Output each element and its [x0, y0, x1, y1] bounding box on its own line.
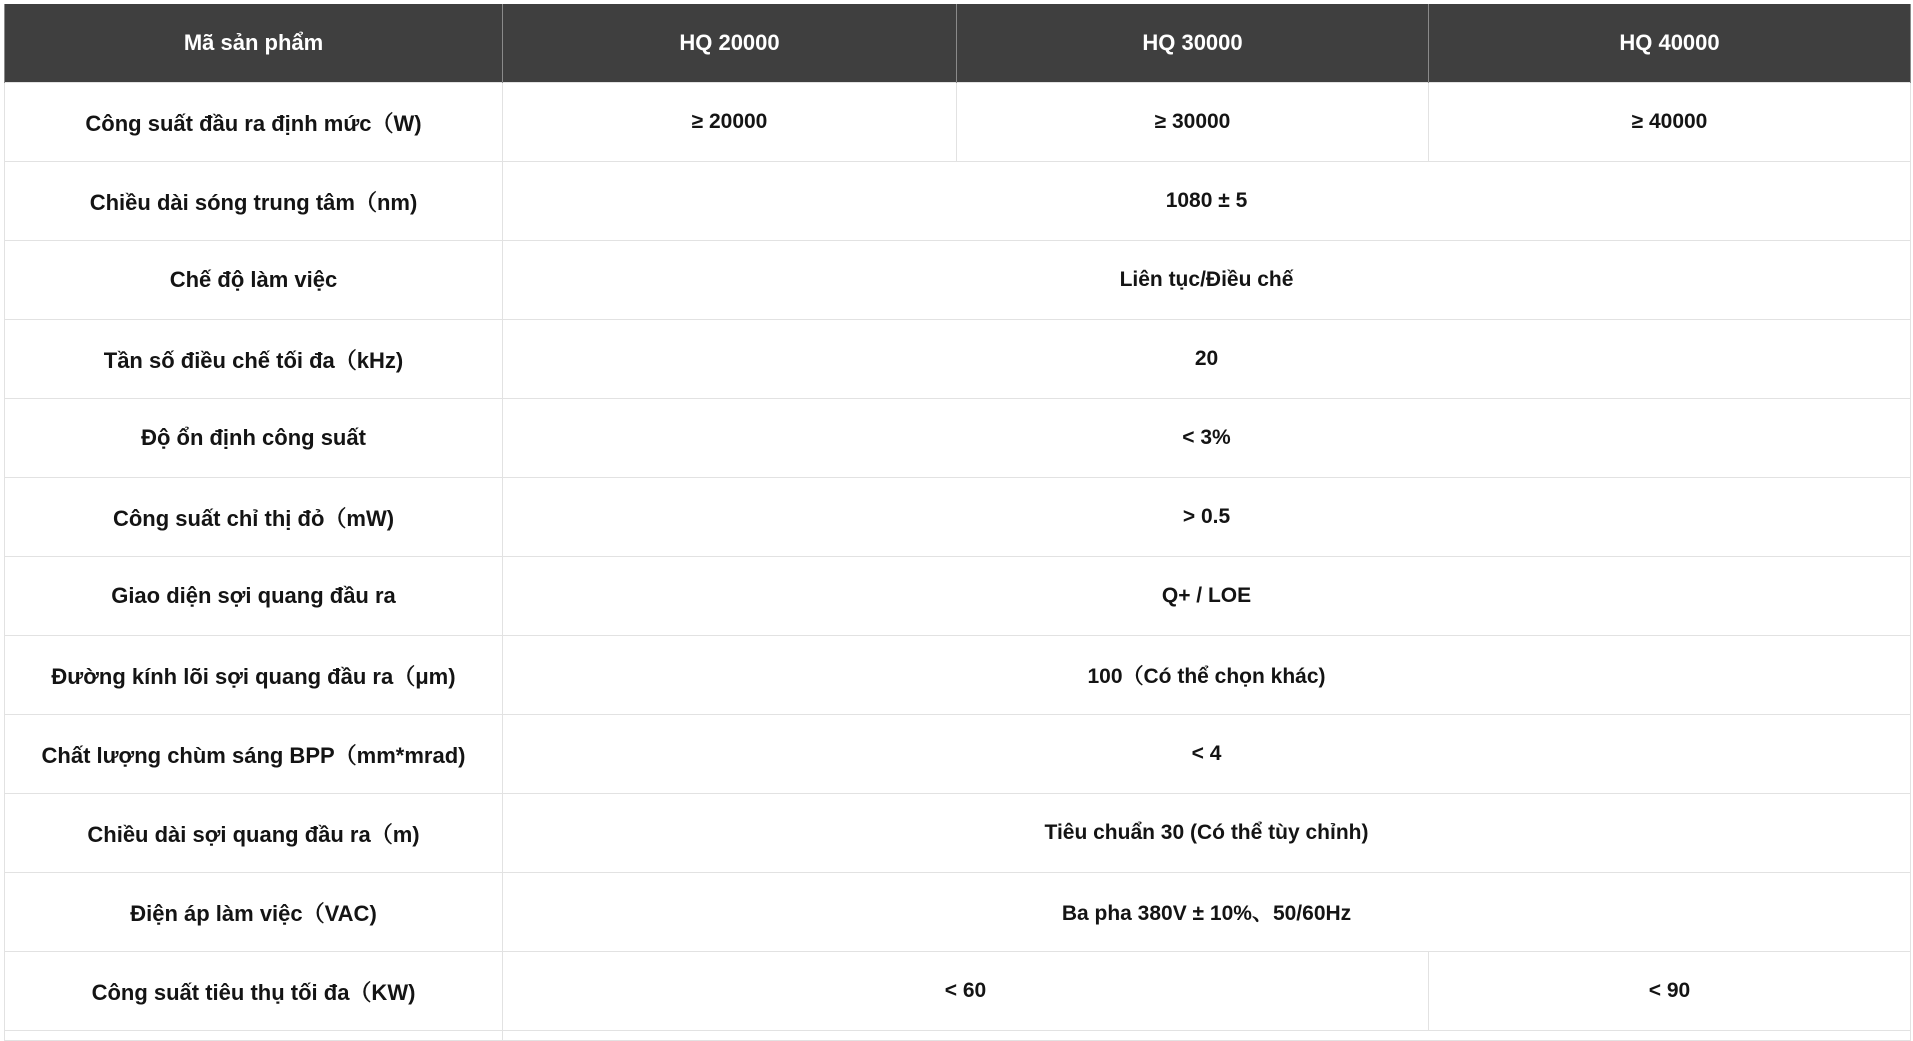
- table-row: [5, 873, 1911, 952]
- row-label: Công suất tiêu thụ tối đa（KW): [5, 952, 503, 1031]
- table-row: [5, 162, 1911, 241]
- header-hq-40000: HQ 40000: [1429, 4, 1911, 83]
- table-row: [5, 241, 1911, 320]
- spec-table-body: [5, 83, 1911, 1041]
- header-hq-20000: HQ 20000: [503, 4, 957, 83]
- table-row: [5, 478, 1911, 557]
- row-value: 100（Có thể chọn khác): [503, 636, 1911, 715]
- spec-table-header: [5, 4, 1911, 83]
- row-value-hq-40000: ≥ 40000: [1429, 83, 1911, 162]
- header-row: [5, 4, 1911, 83]
- table-row: [5, 83, 1911, 162]
- row-label: Giao diện sợi quang đầu ra: [5, 557, 503, 636]
- row-label: Tần số điều chế tối đa（kHz): [5, 320, 503, 399]
- table-row: [5, 320, 1911, 399]
- header-hq-30000: HQ 30000: [957, 4, 1429, 83]
- table-row: [5, 952, 1911, 1031]
- empty-cell: [503, 1031, 1911, 1041]
- row-value: < 3%: [503, 399, 1911, 478]
- table-row: [5, 715, 1911, 794]
- table-row-cut-off: [5, 1031, 1911, 1041]
- row-label: Chất lượng chùm sáng BPP（mm*mrad): [5, 715, 503, 794]
- row-value-hq-30000: ≥ 30000: [957, 83, 1429, 162]
- table-row: [5, 636, 1911, 715]
- row-label: Điện áp làm việc（VAC): [5, 873, 503, 952]
- row-value: 20: [503, 320, 1911, 399]
- row-value: < 4: [503, 715, 1911, 794]
- table-row: [5, 557, 1911, 636]
- row-value: Q+ / LOE: [503, 557, 1911, 636]
- row-label: Chiều dài sóng trung tâm（nm): [5, 162, 503, 241]
- empty-cell: [5, 1031, 503, 1041]
- row-value: Ba pha 380V ± 10%、50/60Hz: [503, 873, 1911, 952]
- header-product-code: Mã sản phẩm: [5, 4, 503, 83]
- row-value: 1080 ± 5: [503, 162, 1911, 241]
- spec-table: [4, 4, 1911, 1041]
- row-label: Đường kính lõi sợi quang đầu ra（μm): [5, 636, 503, 715]
- row-label: Công suất đầu ra định mức（W): [5, 83, 503, 162]
- table-row: [5, 399, 1911, 478]
- row-value: Tiêu chuẩn 30 (Có thể tùy chỉnh): [503, 794, 1911, 873]
- row-label: Độ ổn định công suất: [5, 399, 503, 478]
- row-label: Chế độ làm việc: [5, 241, 503, 320]
- row-value: > 0.5: [503, 478, 1911, 557]
- row-value: Liên tục/Điều chế: [503, 241, 1911, 320]
- table-row: [5, 794, 1911, 873]
- row-value-hq-40000: < 90: [1429, 952, 1911, 1031]
- row-value-hq-20000: ≥ 20000: [503, 83, 957, 162]
- row-label: Chiều dài sợi quang đầu ra（m): [5, 794, 503, 873]
- row-value-hq-20000-30000: < 60: [503, 952, 1429, 1031]
- row-label: Công suất chỉ thị đỏ（mW): [5, 478, 503, 557]
